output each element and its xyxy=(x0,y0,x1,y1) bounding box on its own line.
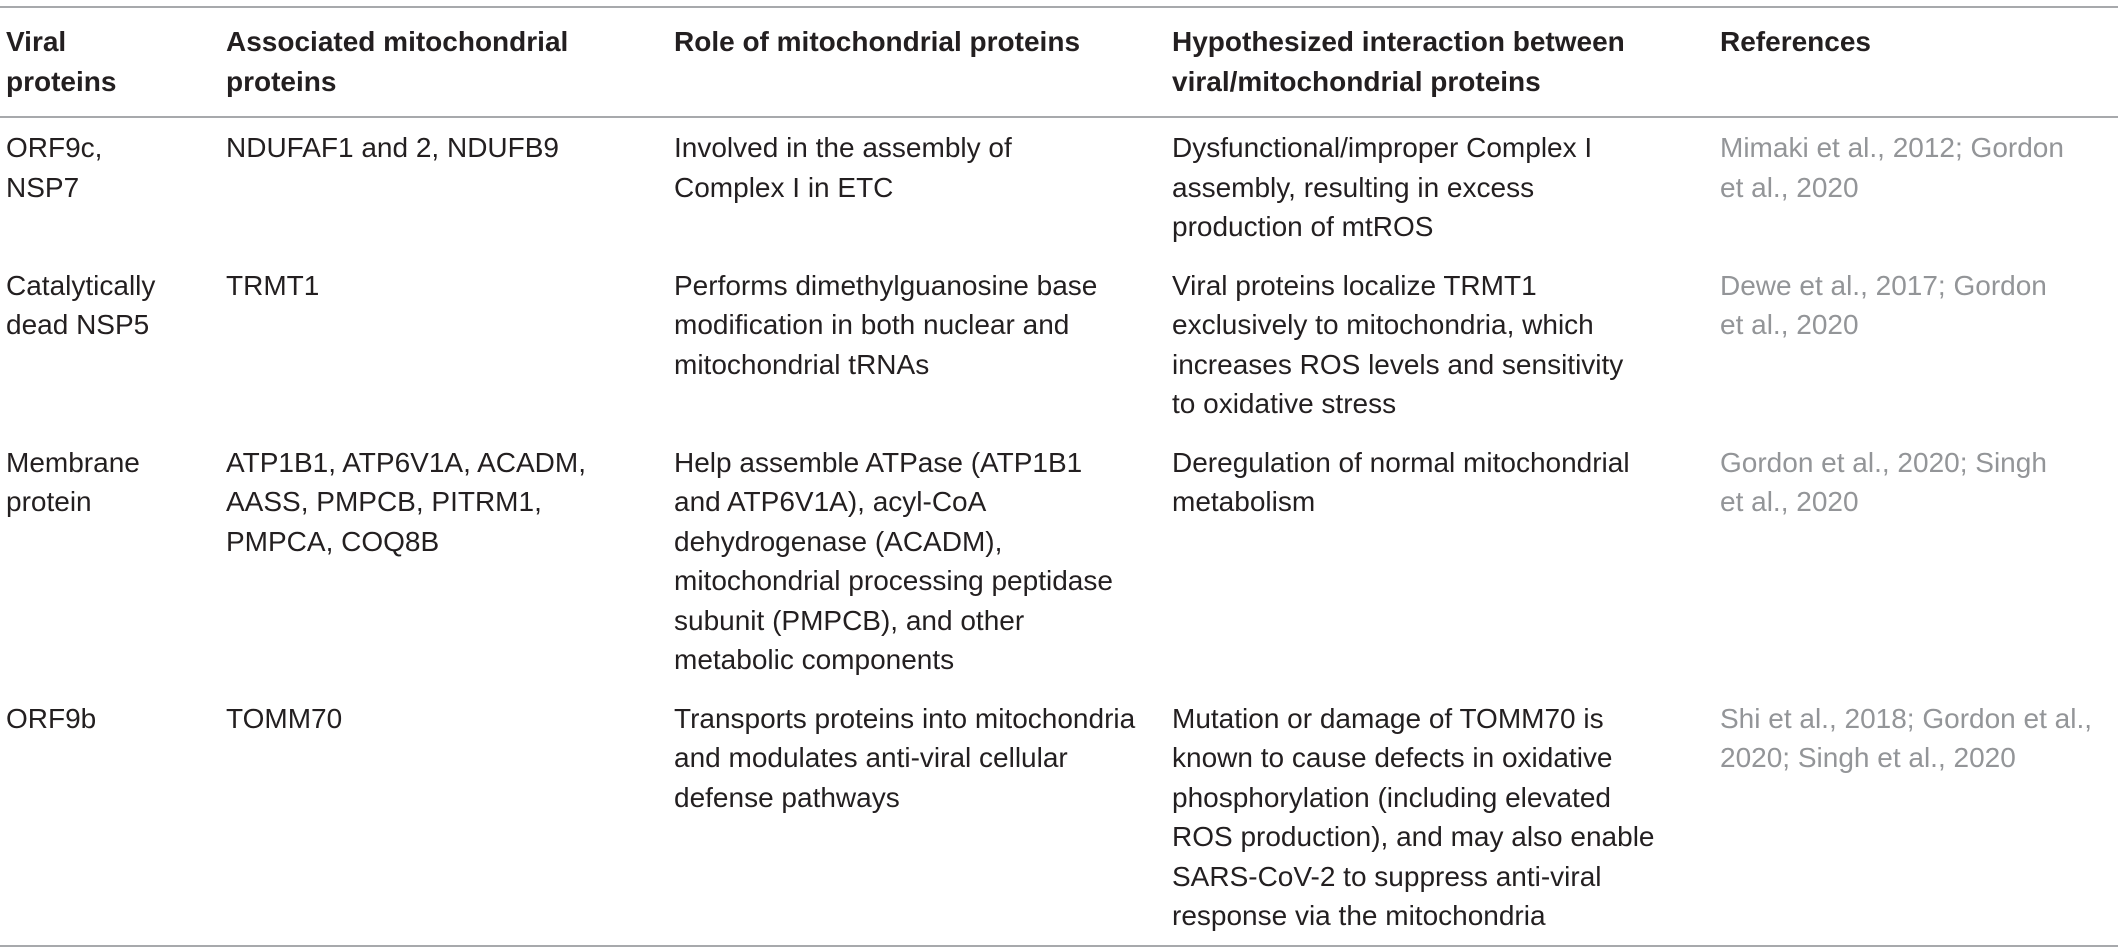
table-row xyxy=(0,433,2118,689)
cell-role: Help assemble ATPase (ATP1B1 and ATP6V1A), acyl-CoA dehydrogenase (ACADM), mitochondrial processing peptidase subunit (PMPCB), and other metabolic components xyxy=(674,446,1113,675)
cell-references: Dewe et al., 2017; Gordon et al., 2020 xyxy=(1720,269,2047,340)
cell-interaction: Viral proteins localize TRMT1 exclusively to mitochondria, which increases ROS levels and sensitivity to oxidative stress xyxy=(1172,269,1624,419)
table-body xyxy=(0,117,2118,946)
cell-references: Mimaki et al., 2012; Gordon et al., 2020 xyxy=(1720,132,2064,203)
cell-mito-proteins: TOMM70 xyxy=(226,702,343,734)
cell-interaction: Mutation or damage of TOMM70 is known to cause defects in oxidative phosphorylation (including elevated ROS production), and may also enable SARS-CoV-2 to suppress anti-viral response via the mitochondria xyxy=(1172,702,1655,931)
header-hypothesized-interaction: Hypothesized interaction between viral/mitochondrial proteins xyxy=(1172,26,1625,97)
cell-interaction: Deregulation of normal mitochondrial metabolism xyxy=(1172,446,1630,517)
cell-role: Involved in the assembly of Complex I in ETC xyxy=(674,132,1012,203)
table-row xyxy=(0,689,2118,946)
cell-interaction: Dysfunctional/improper Complex I assembly, resulting in excess production of mtROS xyxy=(1172,132,1593,242)
cell-viral-protein: Membrane protein xyxy=(6,446,140,517)
table-row xyxy=(0,256,2118,433)
table-header xyxy=(0,7,2118,117)
cell-role: Performs dimethylguanosine base modification in both nuclear and mitochondrial tRNAs xyxy=(674,269,1098,380)
table-row xyxy=(0,117,2118,256)
cell-mito-proteins: ATP1B1, ATP6V1A, ACADM, AASS, PMPCB, PITRM1, PMPCA, COQ8B xyxy=(226,446,586,557)
cell-viral-protein: ORF9c, NSP7 xyxy=(6,132,103,203)
header-references: References xyxy=(1720,26,1871,57)
header-row xyxy=(0,7,2118,117)
header-associated-mitochondrial-proteins: Associated mitochondrial proteins xyxy=(226,26,569,97)
mitochondrial-interaction-table xyxy=(0,6,2118,947)
header-role-of-mitochondrial-proteins: Role of mitochondrial proteins xyxy=(674,26,1081,57)
cell-references: Shi et al., 2018; Gordon et al., 2020; Singh et al., 2020 xyxy=(1720,702,2093,773)
cell-viral-protein: Catalytically dead NSP5 xyxy=(6,269,156,340)
cell-mito-proteins: NDUFAF1 and 2, NDUFB9 xyxy=(226,132,559,163)
cell-role: Transports proteins into mitochondria and modulates anti-viral cellular defense pathways xyxy=(674,702,1136,813)
cell-mito-proteins: TRMT1 xyxy=(226,269,320,301)
cell-viral-protein: ORF9b xyxy=(6,702,97,734)
header-viral-proteins: Viral proteins xyxy=(6,26,117,97)
cell-references: Gordon et al., 2020; Singh et al., 2020 xyxy=(1720,446,2047,517)
table-container xyxy=(0,6,2118,947)
